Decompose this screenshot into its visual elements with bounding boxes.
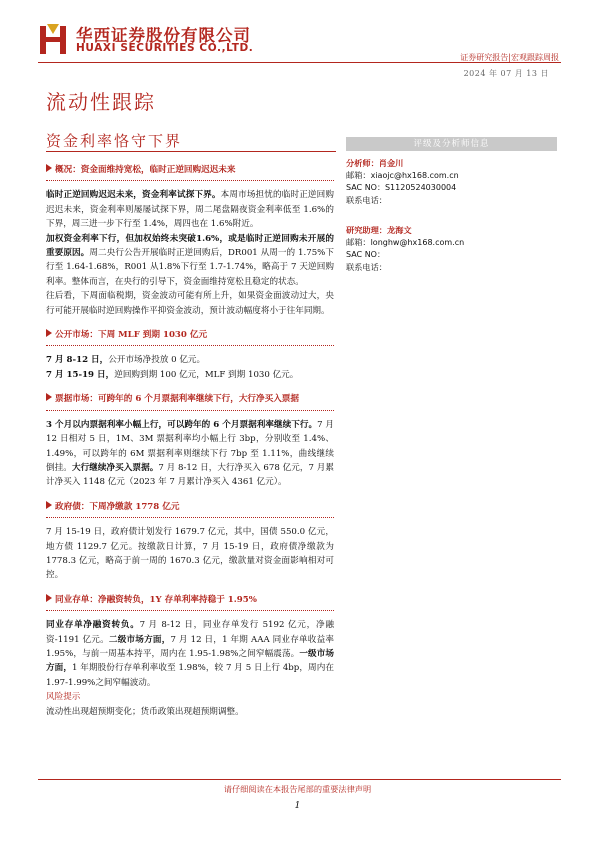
subtitle-divider bbox=[46, 151, 336, 152]
report-type: 证券研究报告|宏观跟踪周报 bbox=[460, 53, 559, 62]
open-market-line-2: 7 月 15-19 日，逆回购到期 100 亿元，MLF 到期 1030 亿元。 bbox=[46, 369, 299, 380]
section-heading-ncd: 同业存单：净融资转负，1Y 存单利率持稳于 1.95% bbox=[46, 590, 334, 611]
footer-divider bbox=[38, 779, 561, 780]
section-arrow-icon bbox=[46, 594, 52, 602]
analyst-sidebar bbox=[346, 137, 557, 273]
analyst-email[interactable]: 邮箱：xiaojc@hx168.com.cn bbox=[346, 170, 459, 180]
analyst-sac: SAC NO：S1120524030004 bbox=[346, 183, 457, 192]
analyst-phone: 联系电话： bbox=[346, 195, 387, 205]
section-heading-overview: 概况：资金面维持宽松，临时正逆回购迟迟未来 bbox=[46, 160, 334, 181]
section-heading-bills: 票据市场：可跨年的 6 个月票据利率继续下行，大行净买入票据 bbox=[46, 389, 334, 410]
assistant-name: 研究助理：龙海文 bbox=[346, 225, 412, 235]
open-market-line-1: 7 月 8-12 日，公开市场净投放 0 亿元。 bbox=[46, 355, 206, 366]
section-arrow-icon bbox=[46, 393, 52, 401]
page-title: 流动性跟踪 bbox=[46, 90, 156, 114]
page-subtitle: 资金利率恪守下界 bbox=[46, 132, 183, 150]
header-divider bbox=[38, 62, 561, 63]
page-number: 1 bbox=[294, 801, 301, 811]
sidebar-header: 评级及分析师信息 bbox=[346, 137, 557, 151]
analyst-name: 分析师：肖金川 bbox=[346, 158, 404, 168]
assistant-email[interactable]: 邮箱：longhw@hx168.com.cn bbox=[346, 237, 465, 247]
section-heading-gov-bonds: 政府债：下周净缴款 1778 亿元 bbox=[46, 497, 334, 518]
assistant-phone: 联系电话： bbox=[346, 262, 387, 272]
section-heading-open-market: 公开市场：下周 MLF 到期 1030 亿元 bbox=[46, 325, 334, 346]
risk-text: 流动性出现超预期变化；货币政策出现超预期调整。 bbox=[46, 706, 244, 717]
company-name-en: HUAXI SECURITIES CO.,LTD. bbox=[76, 42, 254, 54]
risk-label: 风险提示 bbox=[46, 692, 81, 703]
company-name-cn: 华西证券股份有限公司 bbox=[76, 26, 251, 45]
section-arrow-icon bbox=[46, 501, 52, 509]
assistant-sac: SAC NO： bbox=[346, 250, 385, 259]
overview-paragraph-1: 临时正逆回购迟迟未来，资金利率试探下界。本周市场担忧的临时正逆回购迟迟未来，资金利率则屡屡试探下界，周二尾盘隔夜资金利率低至 1.6%的下界，周三进一步下行至 1.4%，周四也在 1.6%附近。 bbox=[46, 190, 334, 230]
footer-disclaimer: 请仔细阅读在本报告尾部的重要法律声明 bbox=[223, 784, 372, 794]
huaxi-logo-icon bbox=[38, 22, 68, 56]
main-content bbox=[46, 160, 334, 719]
overview-paragraph-3: 往后看，下周面临税期，资金波动可能有所上升，如果资金面波动过大，央行可能开展临时逆回购操作平抑资金波动，预计波动幅度将小于往年同期。 bbox=[46, 291, 334, 316]
report-date: 2024 年 07 月 13 日 bbox=[463, 69, 549, 78]
gov-bonds-paragraph: 7 月 15-19 日，政府债计划发行 1679.7 亿元，其中，国债 550.0 亿元，地方债 1129.7 亿元。按缴款日计算，7 月 15-19 日，政府债净缴款为 1778.3 亿元，略高于前一周的 1670.3 亿元，缴款量对资金面影响相对可控。 bbox=[46, 527, 334, 581]
bills-paragraph: 3 个月以内票据利率小幅上行，可以跨年的 6 个月票据利率继续下行。7 月 12 日相对 5 日，1M、3M 票据利率均小幅上行 3bp，分别收至 1.4%、1.49%，可以跨年的 6M 票据利率则继续下行 7bp 至 1.11%，曲线继续倒挂。大行继续净买入票据。7 月 8-12 日，大行净买入 678 亿元，7 月累计净买入 1148 亿元（2023 年 7 月累计净买入 4361 亿元）。 bbox=[46, 419, 334, 488]
section-arrow-icon bbox=[46, 329, 52, 337]
section-arrow-icon bbox=[46, 164, 52, 172]
overview-paragraph-2: 加权资金利率下行，但加权始终未突破1.6%，或是临时正逆回购未开展的重要原因。周二央行公告开展临时正逆回购后，DR001 从周一的 1.75%下行至 1.64-1.68%，R001 从1.8%下行至 1.7-1.74%，略高于 7 天逆回购利率。整体而言，在央行的引导下，资金面维持宽松且稳定的状态。 bbox=[46, 233, 334, 287]
ncd-paragraph: 同业存单净融资转负。7 月 8-12 日，同业存单发行 5192 亿元，净融资-1191 亿元。二级市场方面，7 月 12 日，1 年期 AAA 同业存单收益率 1.95%，与前一周基本持平，周内在 1.95-1.98%之间窄幅震荡。一级市场方面，1 年期股份行存单利率收至 1.98%，较 7 月 5 日上行 4bp，周内在 1.97-1.99%之间窄幅波动。 bbox=[46, 620, 334, 688]
